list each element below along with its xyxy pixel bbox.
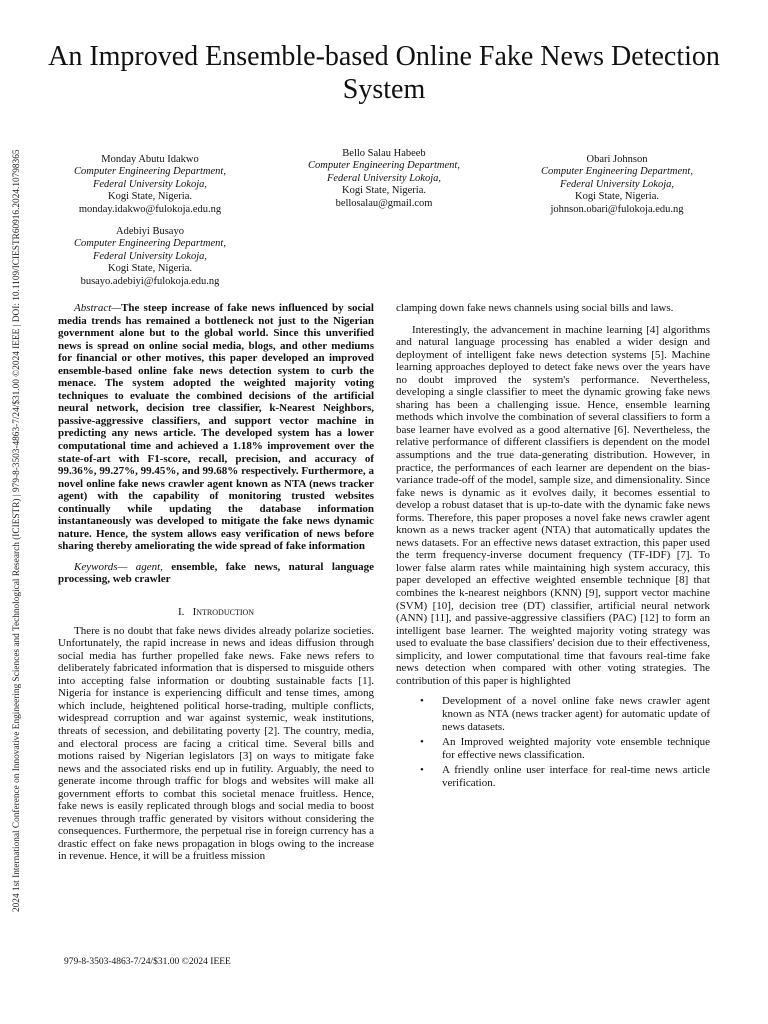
left-column: [58, 302, 374, 870]
intro-paragraph: There is no doubt that fake news divides already polarize societies. Unfortunately, the rapid increase in news and ideas diffusion through social media has further propelled fake news. Fake news refers to deliberately fabricated information that is dispersed to misguide others into accepting false information or doubting sustainable facts [1]. Nigeria for instance is experiencing difficult and tense times, among which include, heightened political horse-trading, multiple conflicts, widespread corruption and war against systemic, weak institutions, threats of secession, and debilitating poverty [2]. The country, media, and electoral process are facing a critical time. Several bills and motions raised by Nigerian legislators [3] on ways to mitigate fake news and the associated risks end up in futility. Arguably, the need to generate income through traffic for blogs and websites will make all government efforts to combat this societal menace fruitless. Hence, fake news is easily replicated through blogs and social media to boost revenues through traffic generated by visitors without considering the consequences. Furthermore, the perpetual rise in foreign currency has a drastic effect on fake news propagation in blogs owing to the increase in revenue. Hence, it will be a fruitless mission: [58, 624, 374, 863]
section-heading: [58, 606, 374, 619]
author-block: [40, 226, 260, 288]
author-dept: Computer Engineering Department,: [74, 238, 226, 250]
author-block: [40, 154, 260, 216]
author-location: Kogi State, Nigeria.: [342, 185, 426, 197]
list-item-text: A friendly online user interface for real-time news article verification.: [442, 764, 710, 789]
author-location: Kogi State, Nigeria.: [575, 191, 659, 203]
list-item: [396, 695, 710, 733]
author-univ: Federal University Lokoja,: [326, 172, 442, 184]
paragraph: Interestingly, the advancement in machine learning [4] algorithms and natural language processing has enabled a wider design and deployment of intelligent fake news detection systems [5]. Machine learning approaches deployed to detect fake news over the years have no doubt improved the system's performance. Nevertheless, developing a single classifier to meet the dynamic growing fake news sharing has been a challenging issue. Hence, ensemble learning methods which involve the combination of several classifiers to form a base learner have evolved as a good alternative [6]. Nevertheless, the relative performance of different classifiers is dependent on the model assumptions and the true data-generating distribution. However, in practice, the performances of each learner are dependent on the bias-variance trade-off of the model, sample size, and dimensionality. Since fake news is dynamic as it evolves daily, it becomes essential to develop a robust dataset that is up-to-date with the dynamic fake news forms. Therefore, this paper proposes a novel fake news crawler agent known as a news tracker agent (NTA) that automatically updates the news datasets. For an effective news dataset extraction, this paper used the term frequency-inverse document frequency (TF-IDF) [7]. To lower false alarm rates while maintaining high system accuracy, this paper developed an effective weighted ensemble technique [8] that combines the k-nearest neighbors (KNN) [9], support vector machine (SVM) [10], decision tree (DT) classifier, artificial neural network (ANN) [11], and passive-aggressive classifiers (PAC) [12] to form an intelligent base learner. The weighted majority voting strategy was used to evaluate the base classifiers' decision due to their effectiveness, simplicity, and lower computational time that favours real-time fake news detection when compared with other voting strategies. The contribution of this paper is highlighted: [396, 323, 710, 687]
author-univ: Federal University Lokoja,: [92, 178, 208, 190]
abstract-label: Abstract—: [74, 302, 122, 314]
author-email: bellosalau@gmail.com: [335, 197, 433, 209]
author-name: Bello Salau Habeeb: [342, 148, 426, 159]
page-footer: 979-8-3503-4863-7/24/$31.00 ©2024 IEEE: [64, 957, 231, 967]
contribution-list: [396, 695, 710, 789]
keywords-label: Keywords— agent,: [74, 560, 163, 573]
author-location: Kogi State, Nigeria.: [108, 191, 192, 203]
section-title: Introduction: [192, 606, 255, 619]
author-dept: Computer Engineering Department,: [74, 166, 226, 178]
author-dept: Computer Engineering Department,: [308, 160, 460, 172]
paragraph-continued: clamping down fake news channels using social bills and laws.: [396, 302, 674, 314]
author-location: Kogi State, Nigeria.: [108, 263, 192, 275]
author-univ: Federal University Lokoja,: [92, 250, 208, 262]
author-block: [274, 148, 494, 210]
abstract-text: The steep increase of fake news influenced by social media trends has remained a bottleneck not just to the Nigerian government alone but to the global world. Since this unverified news is spread on online social media, blogs, and other mediums for financial or other motives, this paper developed an improved ensemble-based online fake news detection system to curb the menace. The system adopted the weighted majority voting techniques to evaluate the combined decisions of the artificial neural network, decision tree classifier, k-Nearest Neighbors, passive-aggressive classifiers, and support vector machine in predicting any news article. The developed system has a lower computational time and achieved a 1.18% improvement over the state-of-art with F1-score, recall, precision, and accuracy of 99.36%, 99.27%, 99.45%, and 99.68% respectively. Furthermore, a novel online fake news crawler agent known as NTA (news tracker agent) with the capability of monitoring trusted websites continually while updating the database information instantaneously was developed to mitigate the fake news dynamic nature. Hence, the system allows easy verification of news before sharing thereby ameliorating the wide spread of fake information: [58, 302, 374, 553]
bullet-icon: •: [420, 764, 424, 777]
right-column: [396, 302, 710, 792]
author-name: Monday Abutu Idakwo: [101, 154, 199, 165]
keywords-text: ensemble, fake news, natural language processing, web crawler: [58, 560, 374, 586]
list-item: [396, 736, 710, 761]
author-dept: Computer Engineering Department,: [541, 166, 693, 178]
author-name: Adebiyi Busayo: [116, 226, 184, 237]
abstract: [58, 302, 374, 553]
paper-title: An Improved Ensemble-based Online Fake News Detection System: [48, 41, 720, 105]
author-univ: Federal University Lokoja,: [559, 178, 675, 190]
author-email: monday.idakwo@fulokoja.edu.ng: [78, 203, 222, 215]
section-number: I.: [177, 606, 185, 619]
author-name: Obari Johnson: [586, 154, 648, 165]
list-item-text: Development of a novel online fake news crawler agent known as NTA (news tracker agent) for automatic update of news datasets.: [442, 695, 710, 733]
list-item: [396, 764, 710, 789]
bullet-icon: •: [420, 695, 424, 708]
conference-sidebar: 2024 1st International Conference on Innovative Engineering Sciences and Technological Research (ICIESTR) | 979-8-3503-4863-7/24/$31.00 ©2024 IEEE | DOI: 10.1109/ICIESTR60916.2024.10798365: [12, 149, 22, 912]
author-block: [507, 154, 727, 216]
list-item-text: An Improved weighted majority vote ensemble technique for effective news classification.: [442, 736, 710, 761]
bullet-icon: •: [420, 736, 424, 749]
author-email: busayo.adebiyi@fulokoja.edu.ng: [80, 275, 220, 287]
author-email: johnson.obari@fulokoja.edu.ng: [550, 203, 684, 215]
keywords: [58, 561, 374, 586]
